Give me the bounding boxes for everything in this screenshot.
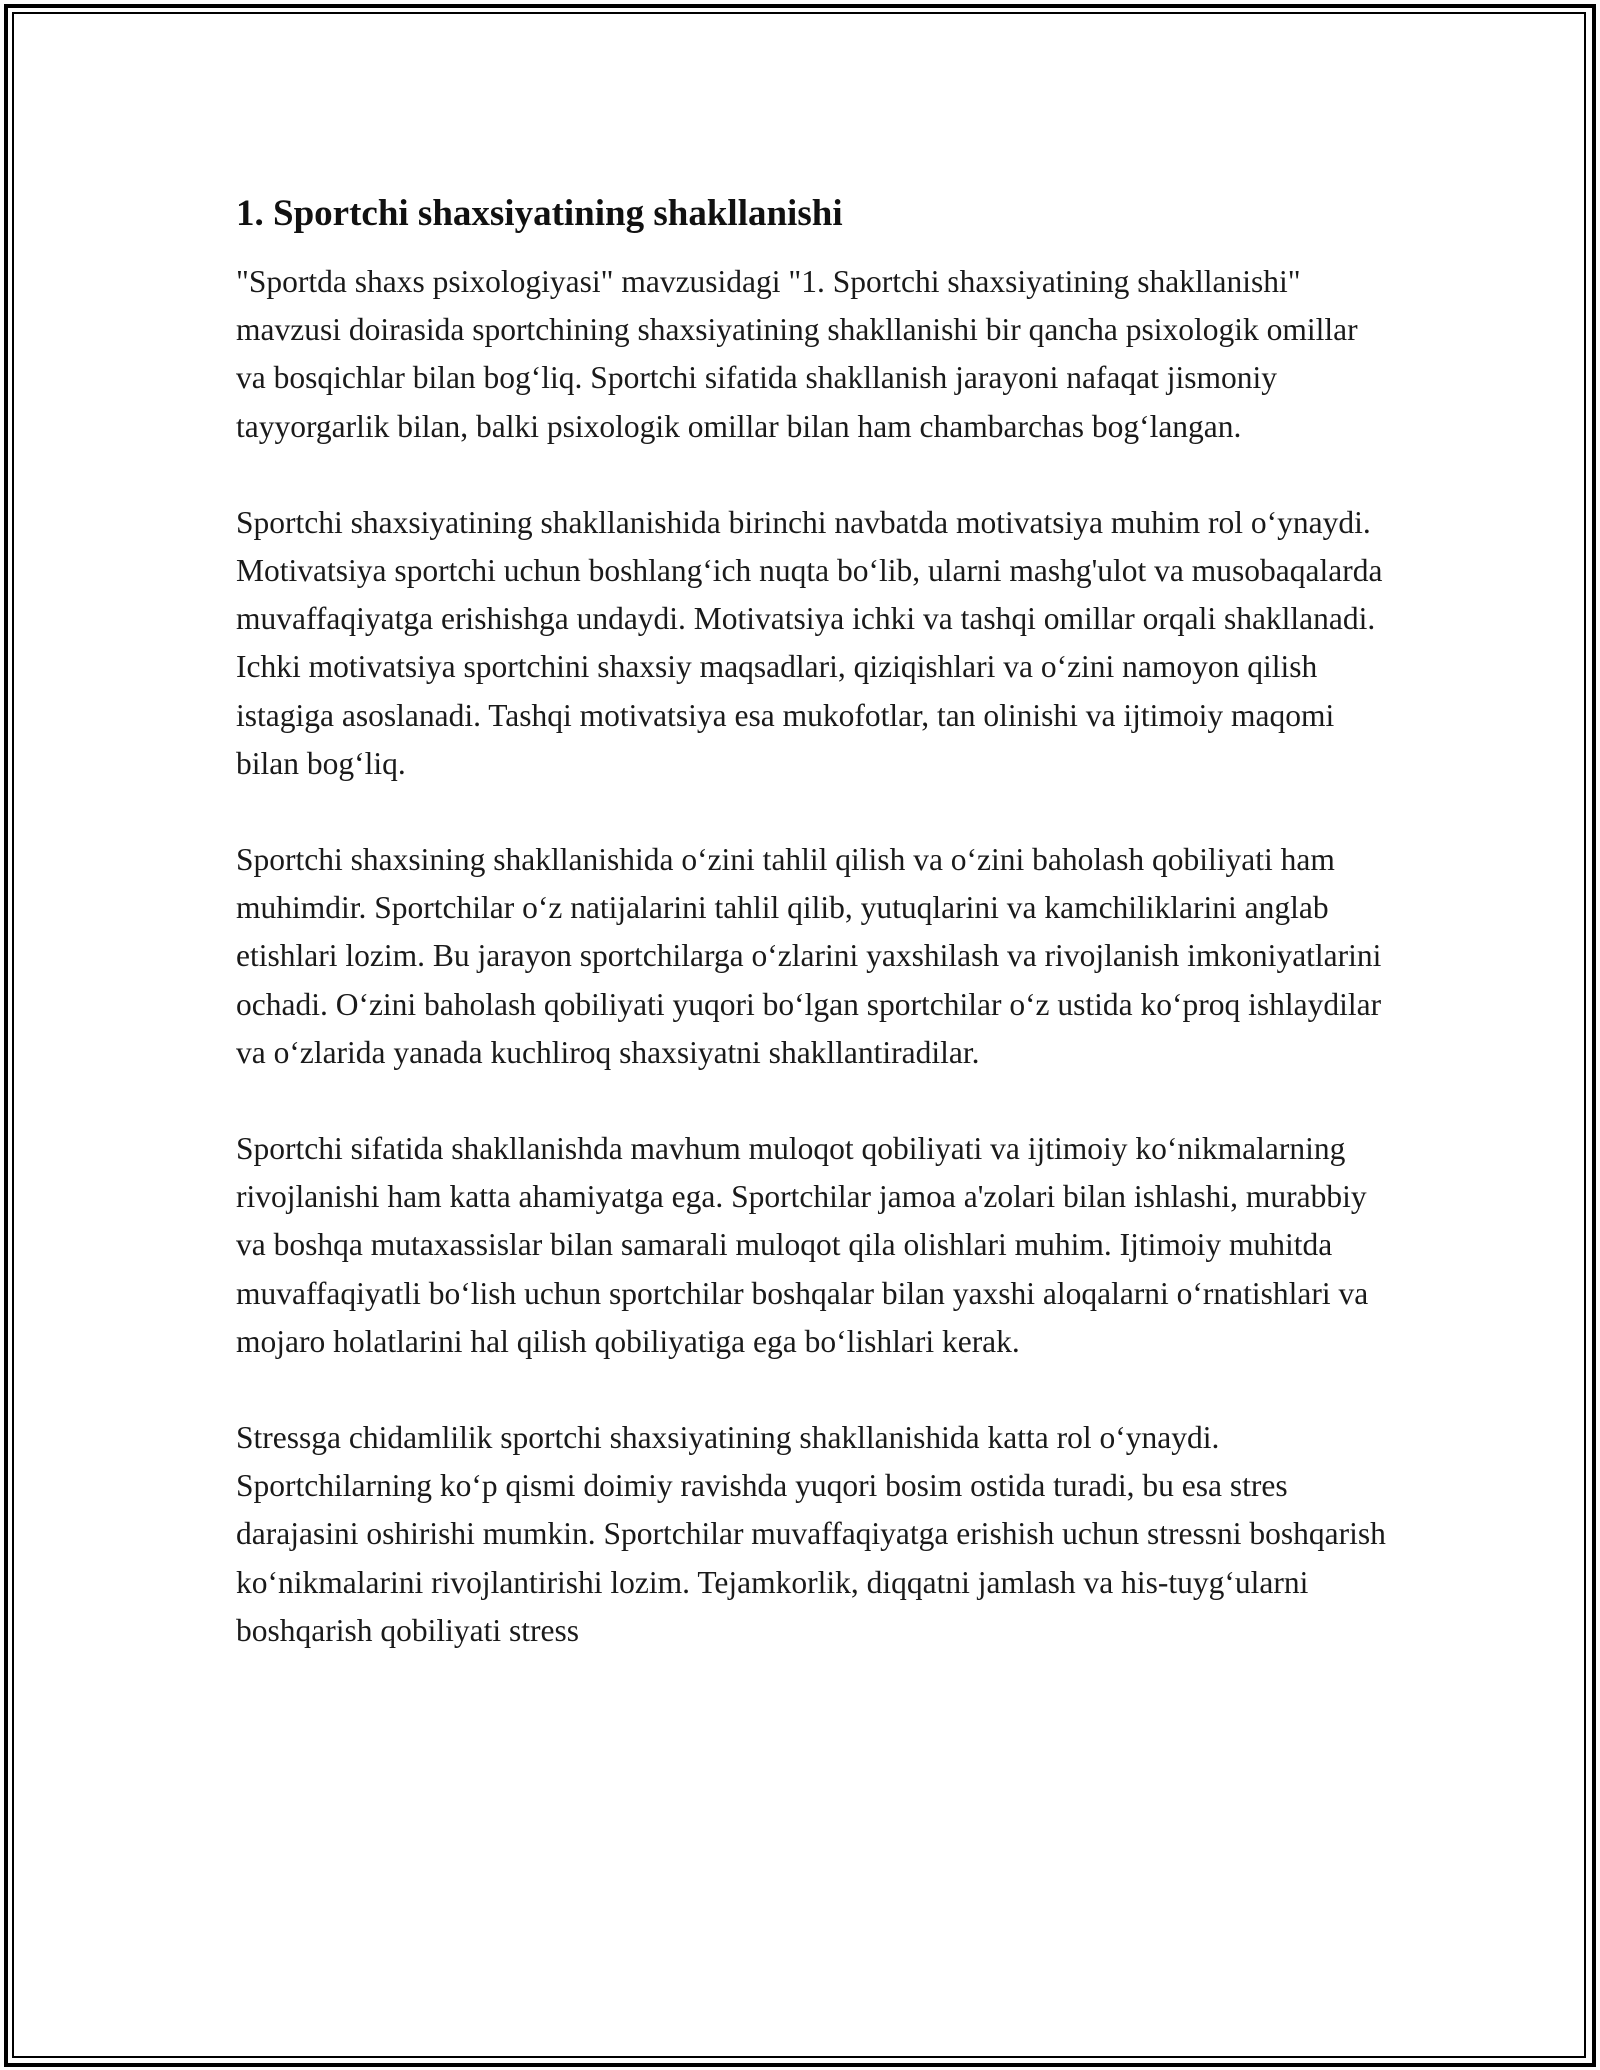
paragraph-intro: "Sportda shaxs psixologiyasi" mavzusidagi "1. Sportchi shaxsiyatining shakllanishi" mavzusi doirasida sportchining shaxsiyatining shakllanishi bir qancha psixologik omillar va bosqichlar bilan bog‘liq. Sportchi sifatida shakllanish jarayoni nafaqat jismoniy tayyorgarlik bilan, balki psixologik omillar bilan ham chambarchas bog‘langan. — [236, 264, 1358, 444]
document-body — [236, 190, 1386, 1655]
section-heading: 1. Sportchi shaxsiyatining shakllanishi — [236, 193, 843, 234]
paragraph-self-assessment: Sportchi shaxsining shakllanishida o‘zini tahlil qilish va o‘zini baholash qobiliyati ham muhimdir. Sportchilar o‘z natijalarini tahlil qilib, yutuqlarini va kamchiliklarini anglab etishlari lozim. Bu jarayon sportchilarga o‘zlarini yaxshilash va rivojlanish imkoniyatlarini ochadi. O‘zini baholash qobiliyati yuqori bo‘lgan sportchilar o‘z ustida ko‘proq ishlaydilar va o‘zlarida yanada kuchliroq shaxsiyatni shakllantiradilar. — [236, 842, 1382, 1070]
paragraph-motivation: Sportchi shaxsiyatining shakllanishida birinchi navbatda motivatsiya muhim rol o‘ynaydi. Motivatsiya sportchi uchun boshlang‘ich nuqta bo‘lib, ularni mashg'ulot va musobaqalarda muvaffaqiyatga erishishga undaydi. Motivatsiya ichki va tashqi omillar orqali shakllanadi. Ichki motivatsiya sportchini shaxsiy maqsadlari, qiziqishlari va o‘zini namoyon qilish istagiga asoslanadi. Tashqi motivatsiya esa mukofotlar, tan olinishi va ijtimoiy maqomi bilan bog‘liq. — [236, 504, 1383, 781]
paragraph-social-skills: Sportchi sifatida shakllanishda mavhum muloqot qobiliyati va ijtimoiy ko‘nikmalarning rivojlanishi ham katta ahamiyatga ega. Sportchilar jamoa a'zolari bilan ishlashi, murabbiy va boshqa mutaxassislar bilan samarali muloqot qila olishlari muhim. Ijtimoiy muhitda muvaffaqiyatli bo‘lish uchun sportchilar boshqalar bilan yaxshi aloqalarni o‘rnatishlari va mojaro holatlarini hal qilish qobiliyatiga ega bo‘lishlari kerak. — [236, 1131, 1369, 1359]
paragraph-stress-resistance: Stressga chidamlilik sportchi shaxsiyatining shakllanishida katta rol o‘ynaydi. Sportchilarning ko‘p qismi doimiy ravishda yuqori bosim ostida turadi, bu esa stres darajasini oshirishi mumkin. Sportchilar muvaffaqiyatga erishish uchun stressni boshqarish ko‘nikmalarini rivojlantirishi lozim. Tejamkorlik, diqqatni jamlash va his-tuyg‘ularni boshqarish qobiliyati stress — [236, 1420, 1386, 1648]
